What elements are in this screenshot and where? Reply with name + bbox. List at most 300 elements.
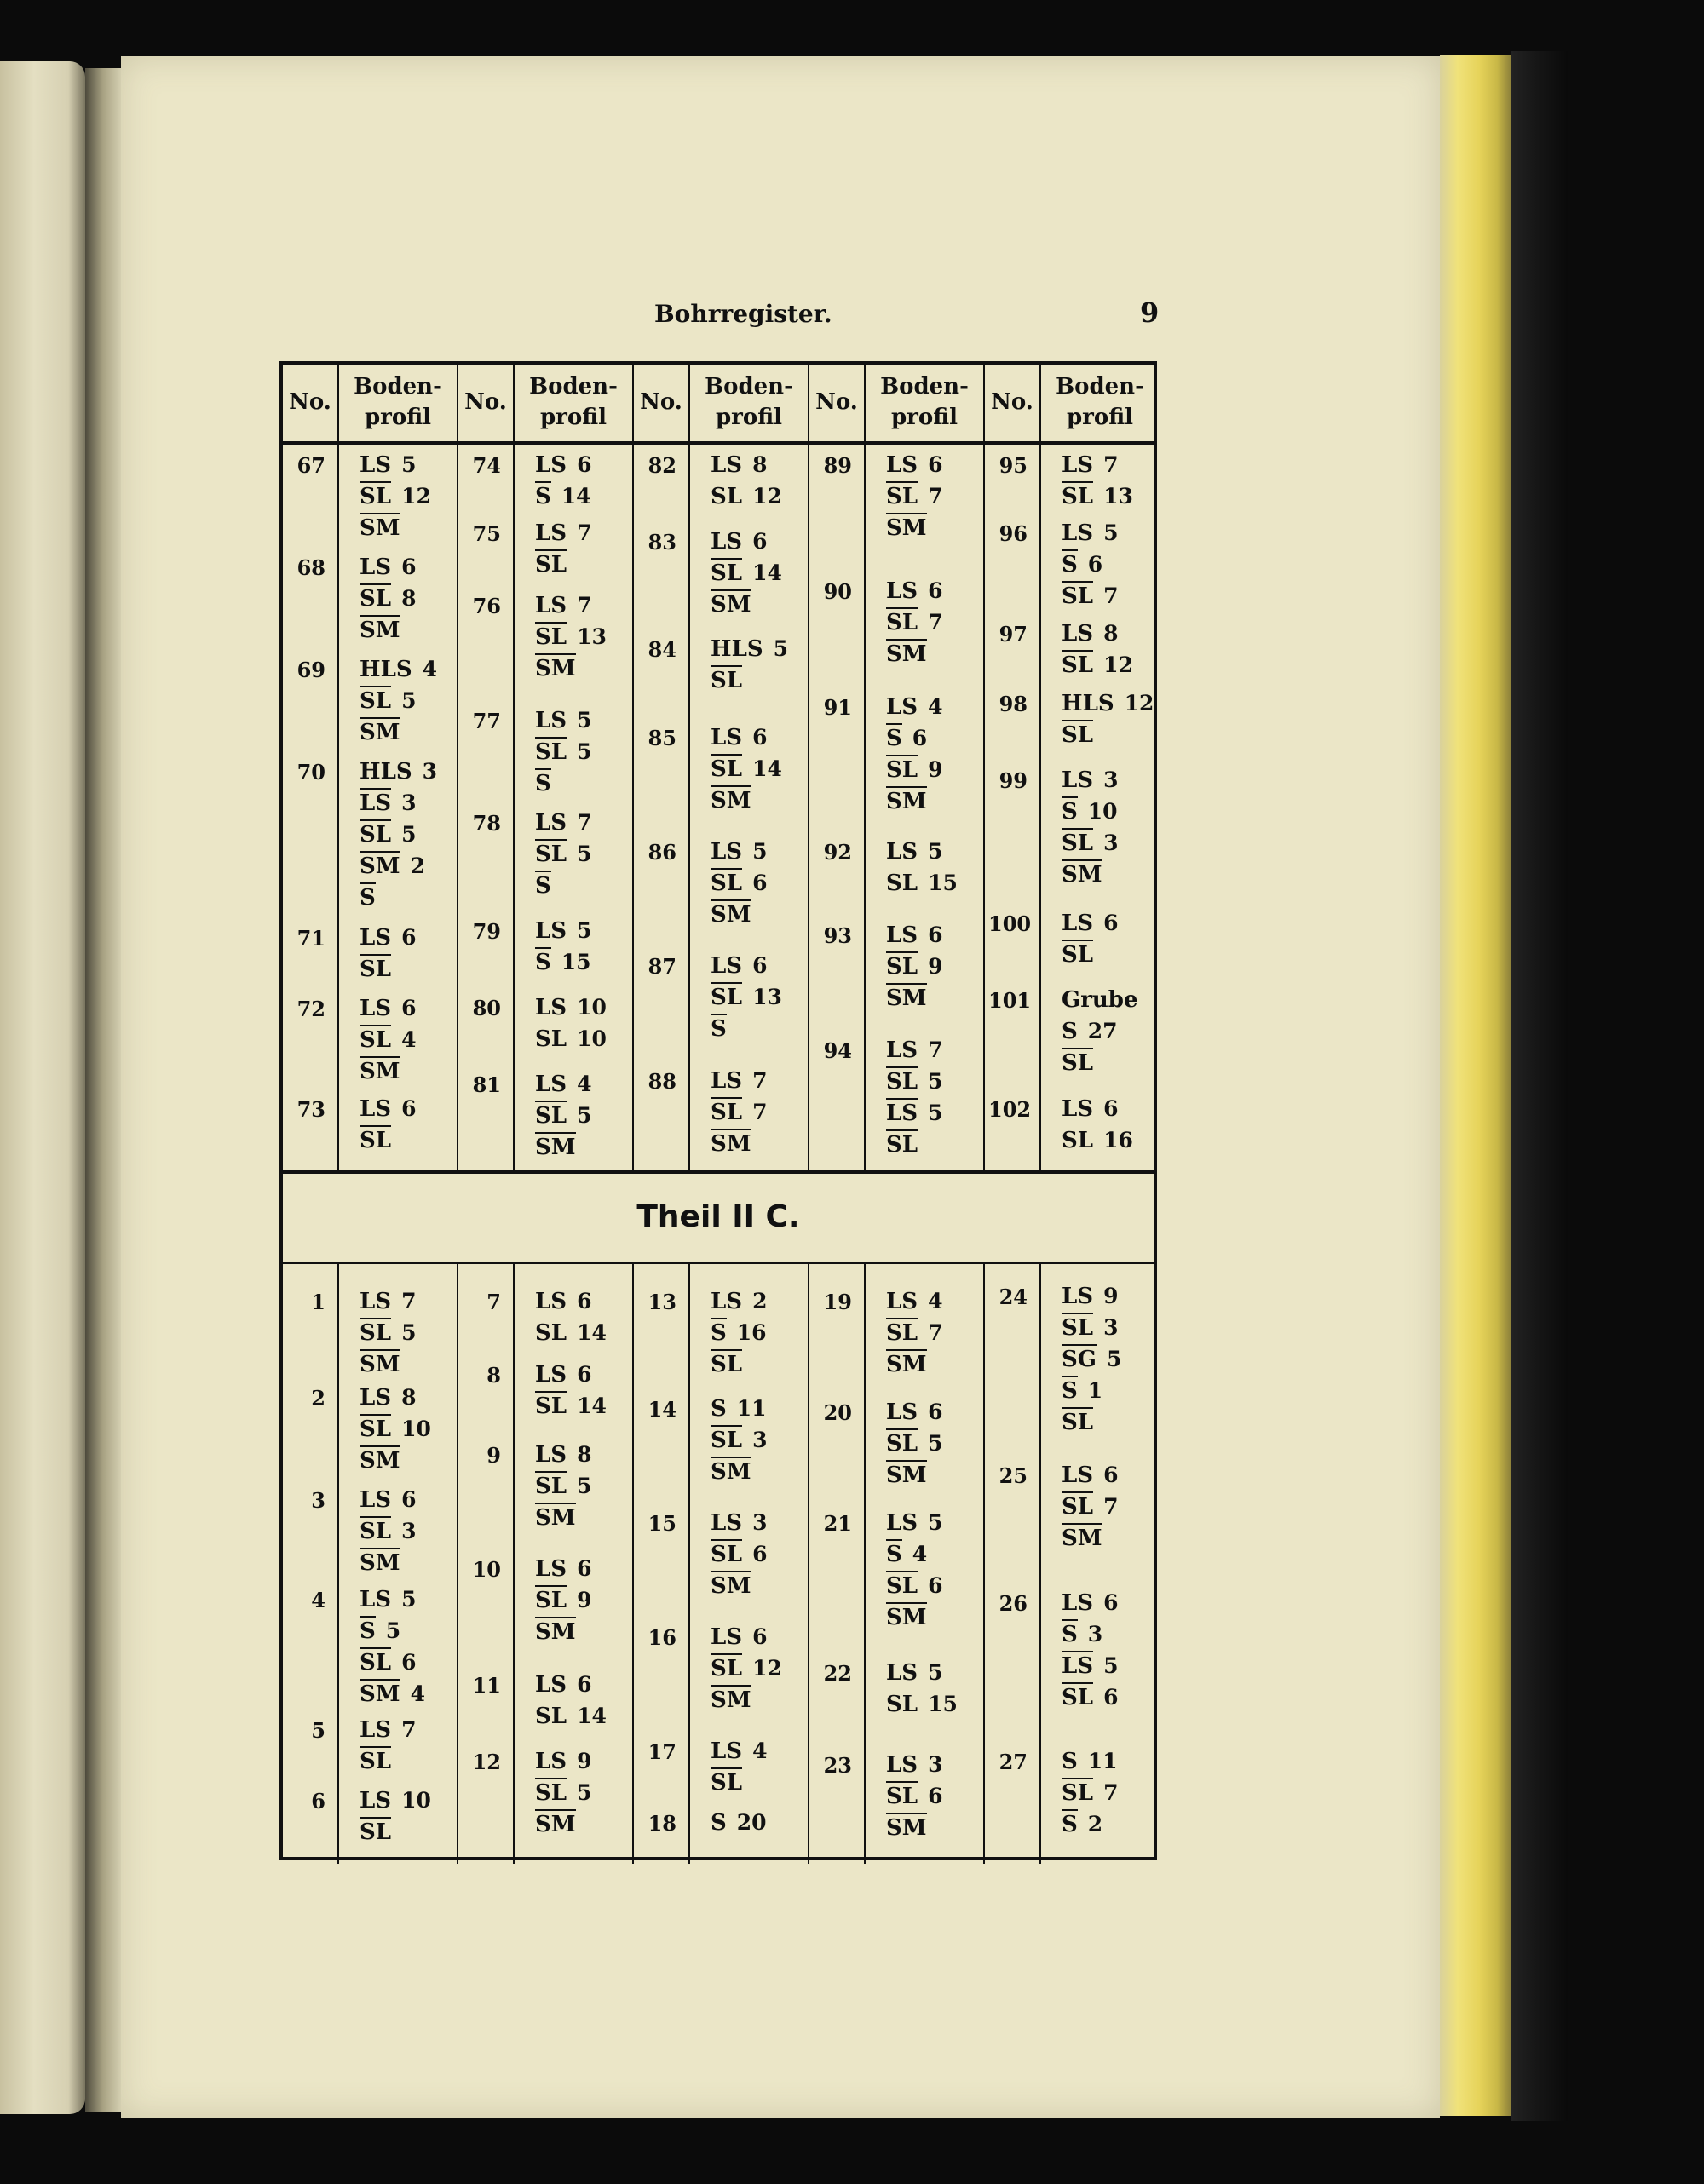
- depth-value: 6: [401, 1487, 417, 1512]
- soil-code: LS: [360, 788, 391, 816]
- header-profile: [688, 371, 809, 433]
- profile-row: [360, 513, 400, 541]
- entry-number: 9: [486, 1443, 501, 1468]
- profile-row: [360, 993, 416, 1021]
- depth-value: 13: [752, 985, 782, 1009]
- profile-row: [711, 1286, 767, 1314]
- profile-row: [360, 954, 391, 982]
- entry-number: 80: [472, 996, 501, 1020]
- soil-code: SM: [886, 1813, 927, 1841]
- profile-row: [360, 1679, 425, 1707]
- depth-value: 7: [577, 810, 592, 835]
- depth-value: 6: [577, 1362, 592, 1387]
- profile-row: [535, 1286, 591, 1314]
- depth-value: 9: [928, 757, 943, 782]
- depth-value: 4: [577, 1072, 592, 1096]
- profile-row: [886, 920, 942, 948]
- entry-number: 99: [999, 768, 1028, 793]
- profile-row: [711, 1318, 767, 1346]
- soil-code: S: [1062, 1809, 1078, 1837]
- profile-row: [711, 1508, 767, 1536]
- profile-row: [1062, 481, 1133, 509]
- soil-code: SM: [886, 513, 927, 541]
- depth-value: 6: [1087, 552, 1103, 577]
- depth-value: 6: [928, 1399, 943, 1424]
- depth-value: 9: [1103, 1284, 1119, 1308]
- profile-row: [711, 899, 751, 928]
- soil-code: LS: [1062, 520, 1094, 546]
- entry-number: 100: [988, 911, 1032, 936]
- profile-row: [1062, 1048, 1093, 1076]
- profile-row: [1062, 1094, 1118, 1122]
- soil-code: SM: [535, 1503, 576, 1531]
- profile-row: [886, 786, 927, 814]
- soil-code: SL: [1062, 940, 1093, 968]
- depth-value: 6: [1103, 911, 1119, 935]
- profile-row: [535, 1585, 591, 1613]
- soil-code: S: [360, 882, 376, 911]
- profile-row: [535, 871, 551, 899]
- profile-row: [1062, 1376, 1102, 1404]
- soil-code: SM: [360, 1679, 400, 1707]
- soil-code: LS: [360, 1385, 392, 1411]
- entry-number: 17: [648, 1739, 676, 1764]
- soil-code: HLS: [711, 636, 763, 662]
- depth-value: 5: [928, 1069, 943, 1094]
- header-no: No.: [640, 389, 682, 415]
- column-rule: [864, 365, 866, 1170]
- soil-code: S: [886, 723, 902, 751]
- profile-row: [886, 836, 942, 865]
- depth-value: 5: [577, 1780, 592, 1805]
- depth-value: 8: [401, 1385, 417, 1410]
- soil-code: SL: [711, 1097, 742, 1125]
- soil-code: LS: [886, 1510, 918, 1536]
- depth-value: 7: [928, 1320, 943, 1345]
- soil-code: LS: [1062, 621, 1094, 647]
- depth-value: 5: [577, 708, 592, 733]
- soil-code: SM: [711, 1457, 751, 1485]
- depth-value: 6: [1103, 1590, 1119, 1615]
- soil-code: SM: [360, 1445, 400, 1474]
- column-rule: [808, 1262, 809, 1864]
- entry-number: 4: [311, 1588, 325, 1612]
- depth-value: 5: [577, 918, 592, 943]
- profile-row: [711, 1129, 751, 1157]
- soil-code: SL: [1062, 1313, 1093, 1341]
- entry-number: 24: [999, 1285, 1028, 1309]
- soil-code: SL: [886, 871, 918, 896]
- depth-value: 16: [736, 1320, 767, 1345]
- header-profile: [337, 371, 458, 433]
- soil-code: SL: [535, 1101, 567, 1129]
- soil-code: LS: [360, 1587, 392, 1612]
- soil-code: SL: [1062, 1407, 1093, 1435]
- soil-code: SL: [535, 622, 567, 650]
- book-cover: [1511, 51, 1568, 2121]
- soil-code: SL: [711, 1767, 742, 1796]
- depth-value: 5: [1103, 520, 1119, 545]
- depth-value: 2: [410, 853, 425, 878]
- entry-number: 68: [296, 555, 325, 580]
- soil-code: LS: [360, 1717, 392, 1743]
- entry-number: 22: [823, 1661, 852, 1686]
- profile-row: [1062, 859, 1102, 888]
- profile-row: [1062, 1746, 1118, 1774]
- header-profile-line1: Boden-: [354, 374, 442, 399]
- profile-row: [535, 1101, 591, 1129]
- soil-code: SM: [360, 615, 400, 643]
- depth-value: 10: [577, 995, 607, 1020]
- soil-code: SL: [886, 481, 918, 509]
- profile-row: [1062, 1778, 1118, 1806]
- depth-value: 15: [561, 950, 591, 974]
- soil-code: SL: [535, 1391, 567, 1419]
- depth-value: 5: [401, 688, 417, 713]
- profile-row: [535, 622, 607, 650]
- soil-code: SM: [711, 589, 751, 618]
- profile-row: [711, 558, 782, 586]
- soil-code: LS: [886, 1660, 918, 1686]
- header-profile-line2: profil: [891, 405, 958, 430]
- profile-row: [1062, 1313, 1118, 1341]
- profile-row: [1062, 688, 1154, 716]
- depth-value: 6: [1103, 1096, 1119, 1121]
- profile-row: [535, 1670, 591, 1698]
- soil-code: SL: [360, 1125, 391, 1153]
- depth-value: 6: [928, 452, 943, 477]
- soil-code: SL: [886, 1066, 918, 1095]
- entry-number: 69: [296, 658, 325, 682]
- soil-code: LS: [1062, 452, 1094, 478]
- depth-value: 15: [928, 871, 958, 895]
- entry-number: 83: [648, 530, 676, 555]
- soil-code: SL: [1062, 828, 1093, 856]
- profile-row: [360, 686, 416, 714]
- profile-row: [886, 481, 942, 509]
- entry-number: 13: [648, 1290, 676, 1314]
- column-rule: [632, 1262, 634, 1864]
- soil-code: LS: [1062, 911, 1094, 936]
- profile-row: [886, 983, 927, 1011]
- soil-code: SM: [711, 1129, 751, 1157]
- soil-code: SL: [1062, 581, 1093, 609]
- depth-value: 8: [1103, 621, 1119, 646]
- page-edges: [1440, 55, 1511, 2116]
- entry-number: 75: [472, 521, 501, 546]
- depth-value: 27: [1087, 1019, 1118, 1043]
- header-profile: [864, 371, 985, 433]
- depth-value: 5: [1103, 1653, 1119, 1678]
- depth-value: 4: [410, 1681, 425, 1706]
- depth-value: 1: [1087, 1378, 1103, 1403]
- profile-row: [360, 1715, 416, 1743]
- profile-row: [886, 1035, 942, 1063]
- profile-row: [886, 723, 927, 751]
- profile-row: [886, 1539, 927, 1567]
- depth-value: 7: [401, 1717, 417, 1742]
- profile-row: [360, 1414, 431, 1442]
- soil-code: LS: [360, 1289, 392, 1314]
- column-rule: [632, 365, 634, 1170]
- depth-value: 3: [1103, 767, 1119, 792]
- depth-value: 7: [928, 1037, 943, 1062]
- soil-code: SL: [711, 754, 742, 782]
- header-no: No.: [289, 389, 331, 415]
- soil-code: SM: [886, 1602, 927, 1630]
- profile-row: [360, 1056, 400, 1084]
- depth-value: 12: [752, 1656, 782, 1681]
- header-no: No.: [464, 389, 507, 415]
- column-rule: [1039, 1262, 1041, 1864]
- depth-value: 5: [577, 1474, 592, 1498]
- header-profile-line2: profil: [365, 405, 431, 430]
- depth-value: 5: [752, 839, 768, 864]
- depth-value: 14: [577, 1320, 607, 1345]
- depth-value: 6: [401, 996, 417, 1020]
- soil-code: SM: [711, 785, 751, 813]
- profile-row: [1062, 1281, 1118, 1309]
- soil-code: SL: [360, 1817, 391, 1845]
- soil-code: SL: [535, 737, 567, 765]
- soil-code: SM: [886, 1460, 927, 1488]
- depth-value: 11: [1087, 1749, 1118, 1773]
- profile-row: [535, 992, 607, 1020]
- depth-value: 7: [928, 610, 943, 635]
- soil-code: SM: [535, 1809, 576, 1837]
- entry-number: 3: [311, 1488, 325, 1513]
- profile-row: [1062, 1809, 1102, 1837]
- profile-row: [360, 1286, 416, 1314]
- entry-number: 67: [296, 453, 325, 478]
- entry-number: 85: [648, 726, 676, 750]
- profile-row: [711, 1097, 767, 1125]
- soil-code: HLS: [360, 759, 412, 785]
- header-rule: [283, 441, 1154, 445]
- profile-row: [711, 1622, 767, 1650]
- soil-code: LS: [535, 1556, 567, 1582]
- profile-row: [535, 549, 567, 578]
- entry-number: 23: [823, 1753, 852, 1778]
- soil-code: SL: [886, 1129, 918, 1158]
- profile-row: [360, 1125, 391, 1153]
- depth-value: 12: [1124, 691, 1154, 716]
- entry-number: 94: [823, 1038, 852, 1063]
- profile-row: [360, 1746, 391, 1774]
- header-profile: [513, 371, 634, 433]
- header-profile-line1: Boden-: [705, 374, 793, 399]
- soil-code: LS: [1062, 1590, 1094, 1616]
- soil-code: LS: [1062, 1284, 1094, 1309]
- profile-row: [711, 1349, 742, 1377]
- header-profile-line2: profil: [540, 405, 607, 430]
- profile-row: [711, 589, 751, 618]
- profile-row: [711, 1808, 767, 1836]
- entry-number: 89: [823, 453, 852, 478]
- soil-code: SM: [360, 1349, 400, 1377]
- profile-row: [711, 951, 767, 979]
- depth-value: 5: [401, 452, 417, 477]
- profile-row: [886, 1318, 942, 1346]
- depth-value: 11: [736, 1396, 767, 1421]
- profile-row: [886, 692, 942, 720]
- profile-row: [535, 1778, 591, 1806]
- soil-code: LS: [711, 839, 743, 865]
- soil-code: S: [535, 871, 551, 899]
- profile-row: [886, 755, 942, 783]
- entry-number: 27: [999, 1750, 1028, 1774]
- profile-row: [1062, 581, 1118, 609]
- soil-code: LS: [711, 1289, 743, 1314]
- soil-code: SM: [360, 513, 400, 541]
- depth-value: 6: [401, 925, 417, 950]
- profile-row: [1062, 518, 1118, 546]
- soil-code: SL: [535, 549, 567, 578]
- soil-code: SL: [1062, 1491, 1093, 1520]
- profile-row: [360, 1817, 391, 1845]
- depth-value: 3: [1087, 1622, 1103, 1647]
- profile-row: [535, 1318, 607, 1346]
- profile-row: [360, 717, 400, 745]
- depth-value: 6: [752, 871, 768, 895]
- profile-row: [360, 1548, 400, 1576]
- profile-row: [535, 1809, 576, 1837]
- soil-code: SM: [711, 899, 751, 928]
- soil-code: HLS: [360, 657, 412, 682]
- soil-code: SL: [360, 1414, 391, 1442]
- profile-row: [886, 1571, 942, 1599]
- profile-row: [360, 1485, 416, 1513]
- depth-value: 8: [577, 1442, 592, 1467]
- entry-number: 26: [999, 1591, 1028, 1616]
- soil-code: LS: [886, 452, 918, 478]
- profile-row: [360, 583, 416, 612]
- entry-number: 70: [296, 760, 325, 785]
- depth-value: 4: [752, 1739, 768, 1763]
- soil-code: SM: [535, 653, 576, 681]
- depth-value: 15: [928, 1692, 958, 1716]
- depth-value: 5: [928, 839, 943, 864]
- depth-value: 3: [752, 1510, 768, 1535]
- depth-value: 5: [928, 1660, 943, 1685]
- profile-row: [1062, 618, 1118, 647]
- soil-code: LS: [360, 925, 392, 951]
- soil-code: SL: [711, 558, 742, 586]
- soil-code: SL: [711, 1425, 742, 1453]
- depth-value: 6: [752, 1624, 768, 1649]
- profile-row: [886, 1066, 942, 1095]
- soil-code: S: [711, 1014, 727, 1042]
- profile-row: [1062, 1491, 1118, 1520]
- profile-row: [886, 1397, 942, 1425]
- soil-code: SL: [886, 1318, 918, 1346]
- depth-value: 6: [752, 725, 768, 750]
- column-rule: [1039, 365, 1041, 1170]
- profile-row: [535, 653, 576, 681]
- soil-code: SM: [886, 1349, 927, 1377]
- depth-value: 3: [1103, 830, 1119, 855]
- profile-row: [886, 1781, 942, 1809]
- soil-code: S: [711, 1810, 727, 1836]
- column-rule: [457, 365, 458, 1170]
- profile-row: [1062, 828, 1118, 856]
- depth-value: 3: [1103, 1315, 1119, 1340]
- profile-row: [1062, 1523, 1102, 1551]
- depth-value: 6: [928, 1784, 943, 1808]
- depth-value: 5: [401, 1587, 417, 1612]
- soil-code: SM: [711, 1685, 751, 1713]
- entry-number: 88: [648, 1069, 676, 1094]
- entry-number: 25: [999, 1463, 1028, 1488]
- profile-row: [360, 851, 425, 879]
- section-rule-bottom: [283, 1262, 1154, 1264]
- profile-row: [1062, 1460, 1118, 1488]
- profile-row: [535, 705, 591, 733]
- soil-code: SL: [711, 1653, 742, 1681]
- profile-row: [535, 518, 591, 546]
- header-profile-line2: profil: [716, 405, 782, 430]
- depth-value: 5: [928, 1431, 943, 1456]
- soil-code: LS: [360, 996, 392, 1021]
- soil-code: SL: [886, 607, 918, 635]
- entry-number: 6: [311, 1789, 325, 1813]
- soil-code: LS: [360, 1788, 392, 1813]
- profile-row: [711, 1736, 767, 1764]
- depth-value: 14: [752, 560, 782, 585]
- profile-row: [886, 951, 942, 980]
- soil-code: SL: [360, 1746, 391, 1774]
- depth-value: 14: [561, 484, 591, 509]
- profile-row: [711, 1539, 767, 1567]
- soil-code: SL: [360, 583, 391, 612]
- profile-row: [886, 639, 927, 667]
- soil-code: SL: [886, 755, 918, 783]
- soil-code: SL: [711, 484, 743, 509]
- soil-code: LS: [535, 520, 567, 546]
- depth-value: 3: [928, 1752, 943, 1777]
- profile-row: [360, 1318, 416, 1346]
- depth-value: 7: [752, 1068, 768, 1093]
- entry-number: 76: [472, 594, 501, 618]
- profile-row: [711, 785, 751, 813]
- header-profile-line2: profil: [1067, 405, 1133, 430]
- depth-value: 5: [928, 1510, 943, 1535]
- depth-value: 7: [577, 520, 592, 545]
- depth-value: 4: [928, 1289, 943, 1313]
- soil-code: LS: [535, 593, 567, 618]
- profile-row: [535, 1024, 607, 1052]
- entry-number: 86: [648, 840, 676, 865]
- profile-row: [711, 481, 782, 509]
- column-rule: [808, 365, 809, 1170]
- soil-code: SL: [360, 481, 391, 509]
- depth-value: 10: [401, 1417, 431, 1441]
- profile-row: [886, 450, 942, 478]
- profile-row: [886, 1602, 927, 1630]
- left-page-edge: [0, 61, 85, 2114]
- soil-code: SL: [535, 1778, 567, 1806]
- profile-row: [360, 1382, 416, 1411]
- depth-value: 2: [1087, 1812, 1103, 1836]
- profile-row: [886, 1428, 942, 1457]
- profile-row: [535, 1503, 576, 1531]
- depth-value: 13: [577, 624, 607, 649]
- profile-row: [886, 1098, 942, 1126]
- soil-code: SL: [535, 1471, 567, 1499]
- depth-value: 10: [1087, 799, 1118, 824]
- profile-row: [711, 1653, 782, 1681]
- depth-value: 14: [752, 756, 782, 781]
